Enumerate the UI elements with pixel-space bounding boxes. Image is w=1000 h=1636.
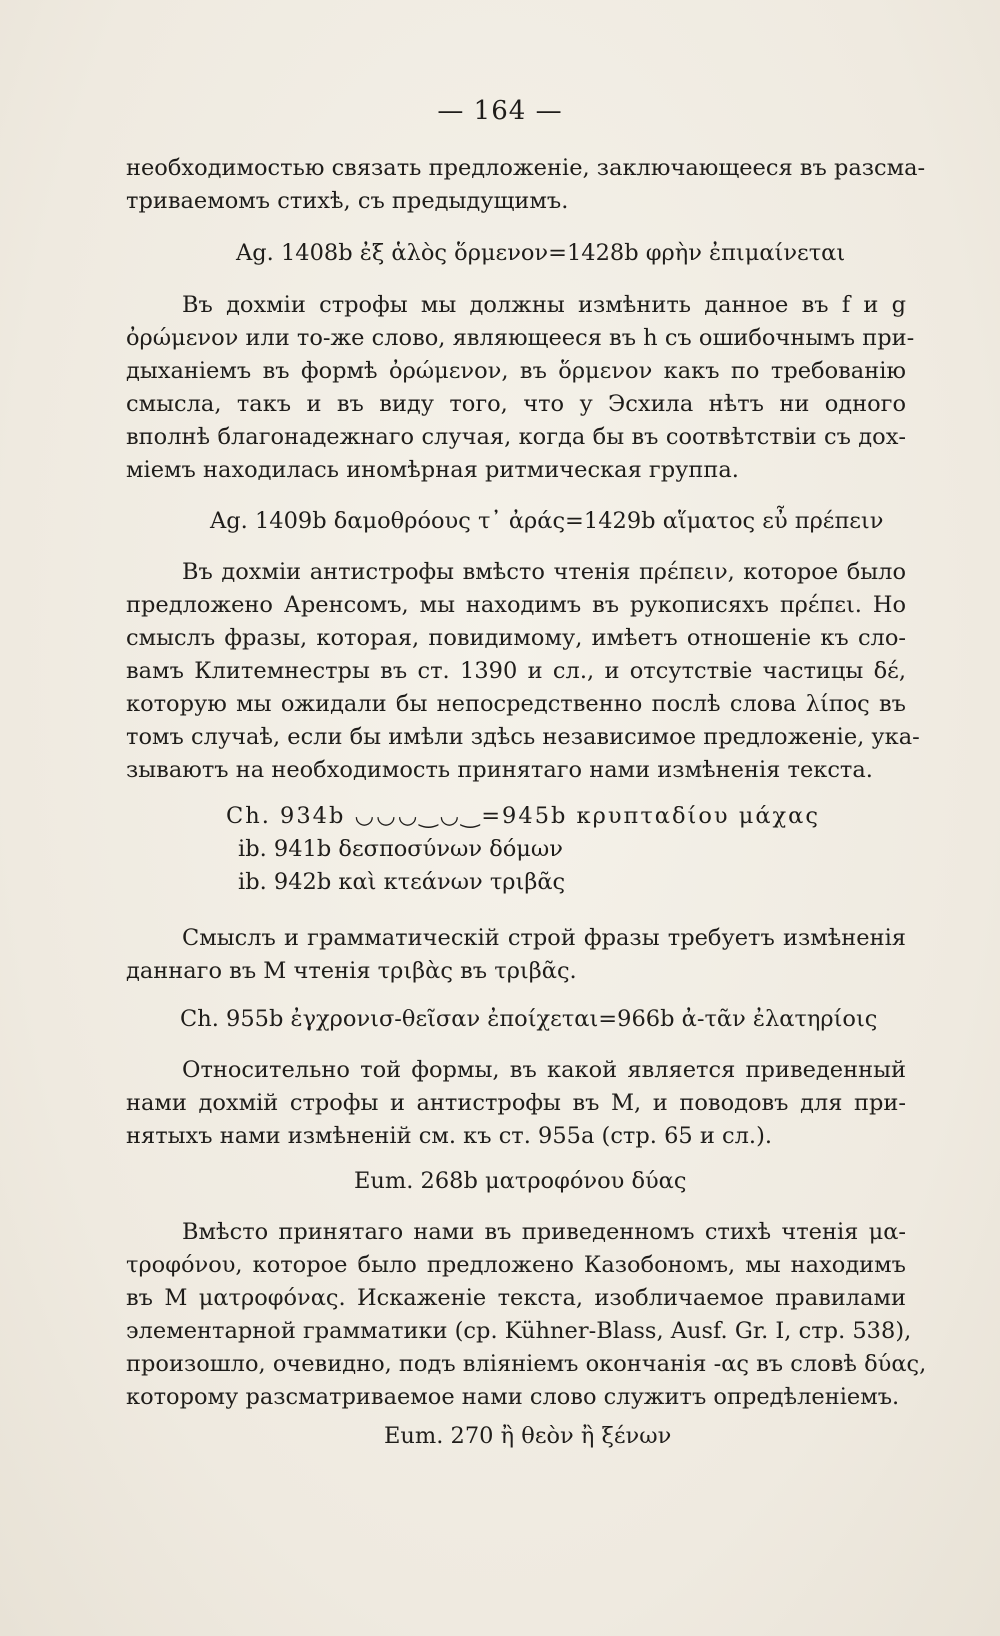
text-line: міемъ находилась иномѣрная ритмическая группа. [126, 457, 739, 483]
citation-ch-934: Ch. 934b ◡◡◡‿◡‿=945b κρυπταδίου μάχας [226, 803, 820, 829]
text-line: Смыслъ и грамматическій строй фразы требуетъ измѣненія [182, 925, 906, 951]
text-line: Относительно той формы, въ какой является приведенный [182, 1057, 906, 1083]
text-line: Вмѣсто принятаго нами въ приведенномъ стихѣ чтенія μα- [182, 1219, 906, 1245]
text-line: дыханіемъ въ формѣ ὀρώμενον, въ ὅρμενον какъ по требованію [126, 358, 906, 384]
text-line: въ М ματροφόνας. Искаженіе текста, изобличаемое правилами [126, 1285, 906, 1311]
text-line: даннаго въ М чтенія τριβὰς въ τριβᾶς. [126, 958, 577, 984]
text-line: которому разсматриваемое нами слово служитъ опредѣленіемъ. [126, 1384, 900, 1410]
page-number: — 164 — [437, 96, 563, 126]
paragraph-2 [126, 289, 915, 487]
citation-ag-1408: Ag. 1408b ἐξ ἁλὸς ὅρμενον=1428b φρὴν ἐπιμαίνεται [236, 240, 846, 266]
paragraph-5 [126, 1054, 906, 1153]
citation-ib-941: ib. 941b δεσποσύνων δόμων [238, 836, 563, 862]
paragraph-3 [126, 556, 920, 787]
paragraph-6 [126, 1216, 927, 1414]
paragraph-4 [126, 922, 906, 988]
citation-ib-942: ib. 942b καὶ κτεάνων τριβᾶς [238, 869, 566, 895]
text-line: томъ случаѣ, если бы имѣли здѣсь независимое предложеніе, ука- [126, 724, 920, 750]
text-line: вамъ Клитемнестры въ ст. 1390 и сл., и отсутствіе частицы δέ, [126, 658, 906, 684]
text-line: ὀρώμενον или то-же слово, являющееся въ h съ ошибочнымъ при- [126, 325, 915, 351]
text-line: Въ дохміи антистрофы вмѣсто чтенія πρέπειν, которое было [182, 559, 906, 585]
text-line: зываютъ на необходимость принятаго нами измѣненія текста. [126, 757, 873, 783]
text-line: нятыхъ нами измѣненій см. къ ст. 955a (стр. 65 и сл.). [126, 1123, 772, 1149]
text-line: смысла, такъ и въ виду того, что у Эсхила нѣтъ ни одного [126, 391, 906, 417]
citation-eum-270: Eum. 270 ἢ θεὸν ἢ ξένων [384, 1423, 672, 1449]
text-line: которую мы ожидали бы непосредственно послѣ слова λίπος въ [126, 691, 906, 717]
text-line: произошло, очевидно, подъ вліяніемъ окончанія -ας въ словѣ δύας, [126, 1351, 927, 1377]
text-line: вполнѣ благонадежнаго случая, когда бы въ соотвѣтствіи съ дох- [126, 424, 906, 450]
paragraph-1 [126, 152, 926, 218]
text-line: Въ дохміи строфы мы должны измѣнить данное въ f и g [182, 292, 906, 318]
text-line: элементарной грамматики (ср. Kühner-Blass, Ausf. Gr. I, стр. 538), [126, 1318, 912, 1344]
text-line: необходимостью связать предложеніе, заключающееся въ разсма- [126, 155, 926, 181]
text-line: τροφόνου, которое было предложено Казобономъ, мы находимъ [126, 1252, 906, 1278]
text-line: триваемомъ стихѣ, съ предыдущимъ. [126, 188, 569, 214]
citation-eum-268: Eum. 268b ματροφόνου δύας [354, 1168, 687, 1194]
text-line: смыслъ фразы, которая, повидимому, имѣетъ отношеніе къ сло- [126, 625, 906, 651]
text-line: предложено Аренсомъ, мы находимъ въ рукописяхъ πρέπει. Но [126, 592, 906, 618]
citation-ag-1409: Ag. 1409b δαμοθρόους τ᾽ ἀράς=1429b αἵματος εὖ πρέπειν [210, 508, 884, 534]
citation-ch-955: Ch. 955b ἐγχρονισ-θεῖσαν ἐποίχεται=966b ἀ-τᾶν ἐλατηρίοις [180, 1006, 878, 1032]
text-line: нами дохмій строфы и антистрофы въ М, и поводовъ для при- [126, 1090, 906, 1116]
